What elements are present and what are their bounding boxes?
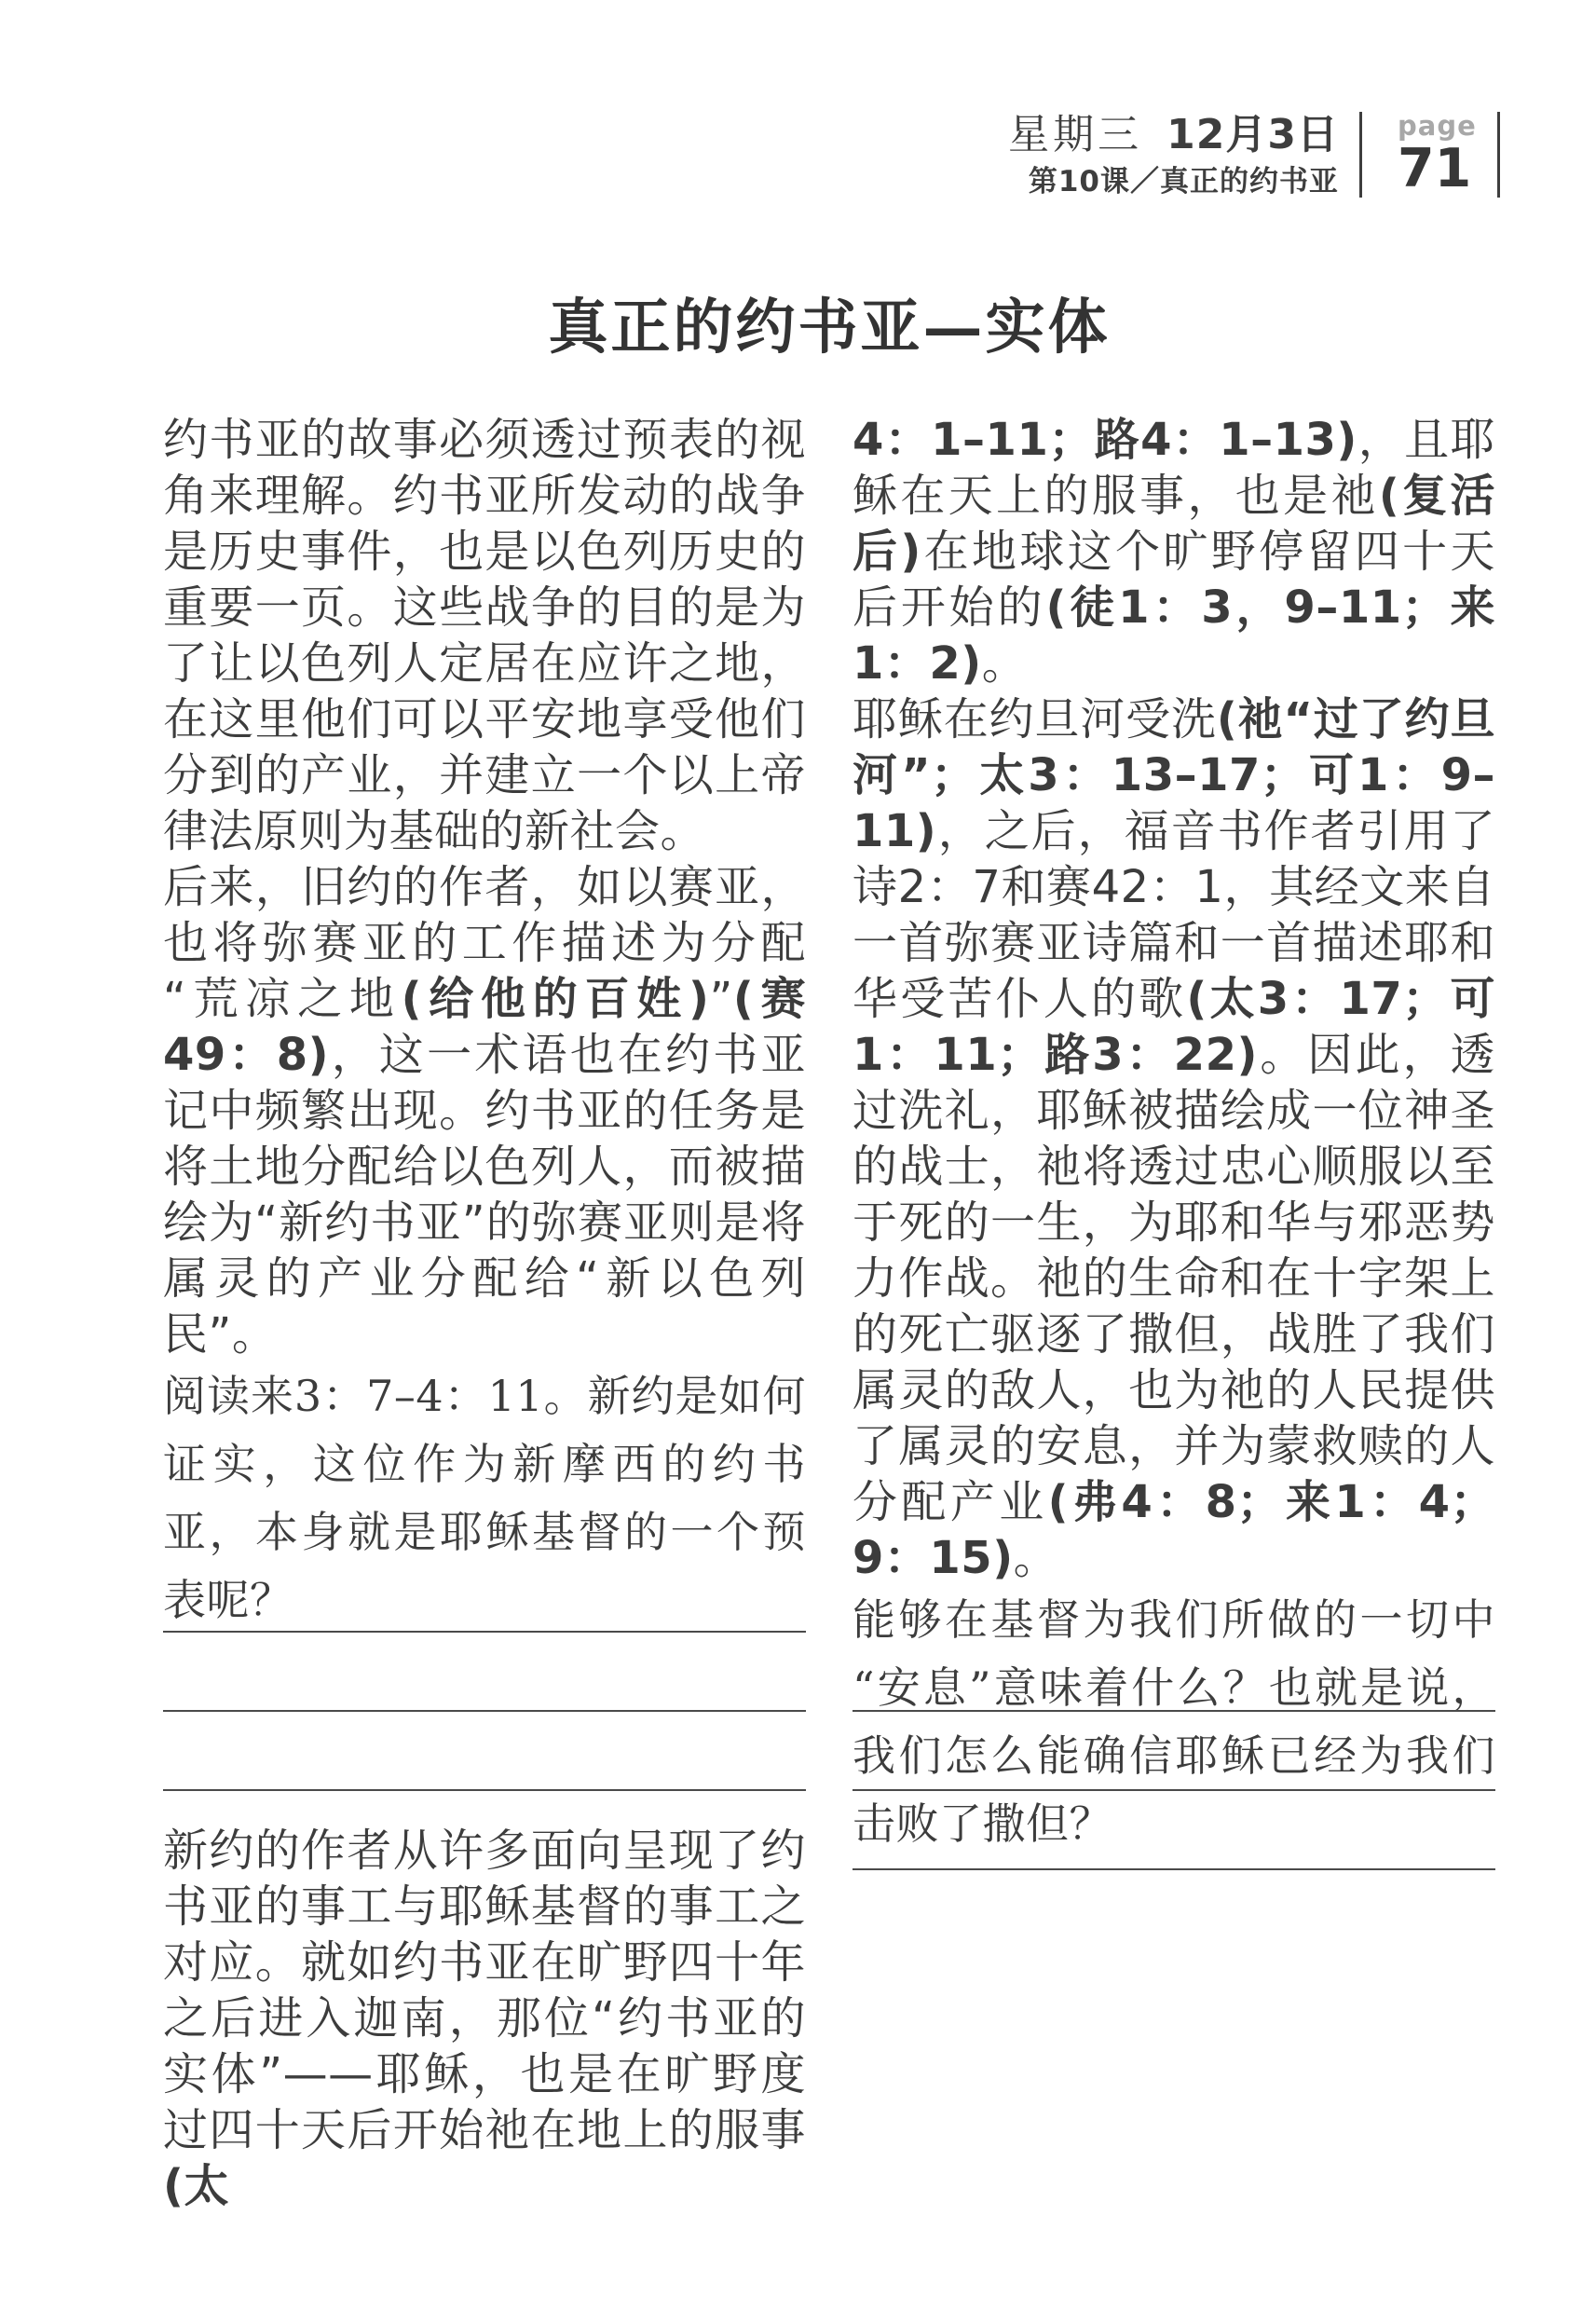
left-column	[163, 412, 806, 1634]
answer-line	[853, 1868, 1495, 1870]
paragraph-right-2: 耶稣在约旦河受洗(祂“过了约旦河”；太3：13–17；可1：9–11)，之后，福音书作者引用了诗2：7和赛42：1，其经文来自一首弥赛亚诗篇和一首描述耶和华受苦仆人的歌(太3：17；可1：11；路3：22)。因此，透过洗礼，耶稣被描绘成一位神圣的战士，祂将透过忠心顺服以至于死的一生，为耶和华与邪恶势力作战。祂的生命和在十字架上的死亡驱逐了撒但，战胜了我们属灵的敌人，也为祂的人民提供了属灵的安息，并为蒙救赎的人分配产业(弗4：8；来1：4；9：15)。	[853, 693, 1495, 1584]
study-question-left: 阅读来3：7–4：11。新约是如何证实，这位作为新摩西的约书亚，本身就是耶稣基督的一个预表呢？	[163, 1371, 806, 1625]
page-title: 真正的约书亚—实体	[548, 293, 1111, 362]
paragraph-right-1: 4：1–11；路4：1–13)，且耶稣在天上的服事，也是祂(复活后)在地球这个旷野停留四十天后开始的(徒1：3，9–11；来1：2)。	[853, 414, 1495, 690]
page-number-block	[1359, 112, 1503, 198]
divider-bar-left	[1359, 112, 1362, 198]
page-number: 71	[1398, 138, 1472, 199]
page-number-text	[1398, 110, 1477, 199]
paragraph-left-2: 后来，旧约的作者，如以赛亚，也将弥赛亚的工作描述为分配“荒凉之地(给他的百姓)”(赛49：8)，这一术语也在约书亚记中频繁出现。约书亚的任务是将土地分配给以色列人，而被描绘为“新约书亚”的弥赛亚则是将属灵的产业分配给“新以色列民”。	[163, 861, 806, 1361]
paragraph-left-1: 约书亚的故事必须透过预表的视角来理解。约书亚所发动的战争是历史事件，也是以色列历史的重要一页。这些战争的目的是为了让以色列人定居在应许之地，在这里他们可以平安地享受他们分到的产业，并建立一个以上帝律法原则为基础的新社会。	[163, 414, 806, 857]
page-label: page	[1398, 110, 1477, 142]
study-question-right: 能够在基督为我们所做的一切中“安息”意味着什么？也就是说，我们怎么能确信耶稣已经为我们击败了撒但？	[853, 1594, 1495, 1849]
answer-line	[853, 1789, 1495, 1791]
answer-line	[853, 1710, 1495, 1712]
weekday-label: 星期三	[1008, 111, 1143, 158]
answer-lines-right	[853, 1710, 1495, 1948]
lesson-label: 第10课／真正的约书亚	[1028, 165, 1339, 198]
answer-line	[163, 1631, 806, 1633]
divider-bar-right	[1497, 112, 1500, 198]
header-date-row	[1008, 110, 1339, 160]
paragraph-left-3: 新约的作者从许多面向呈现了约书亚的事工与耶稣基督的事工之对应。就如约书亚在旷野四十年之后进入迦南，那位“约书亚的实体”——耶稣，也是在旷野度过四十天后开始祂在地上的服事(太	[163, 1825, 806, 2212]
date-label: 12月3日	[1166, 111, 1339, 158]
answer-line	[163, 1789, 806, 1791]
answer-line	[163, 1710, 806, 1712]
right-column	[853, 412, 1495, 1858]
page-header	[1008, 110, 1339, 199]
